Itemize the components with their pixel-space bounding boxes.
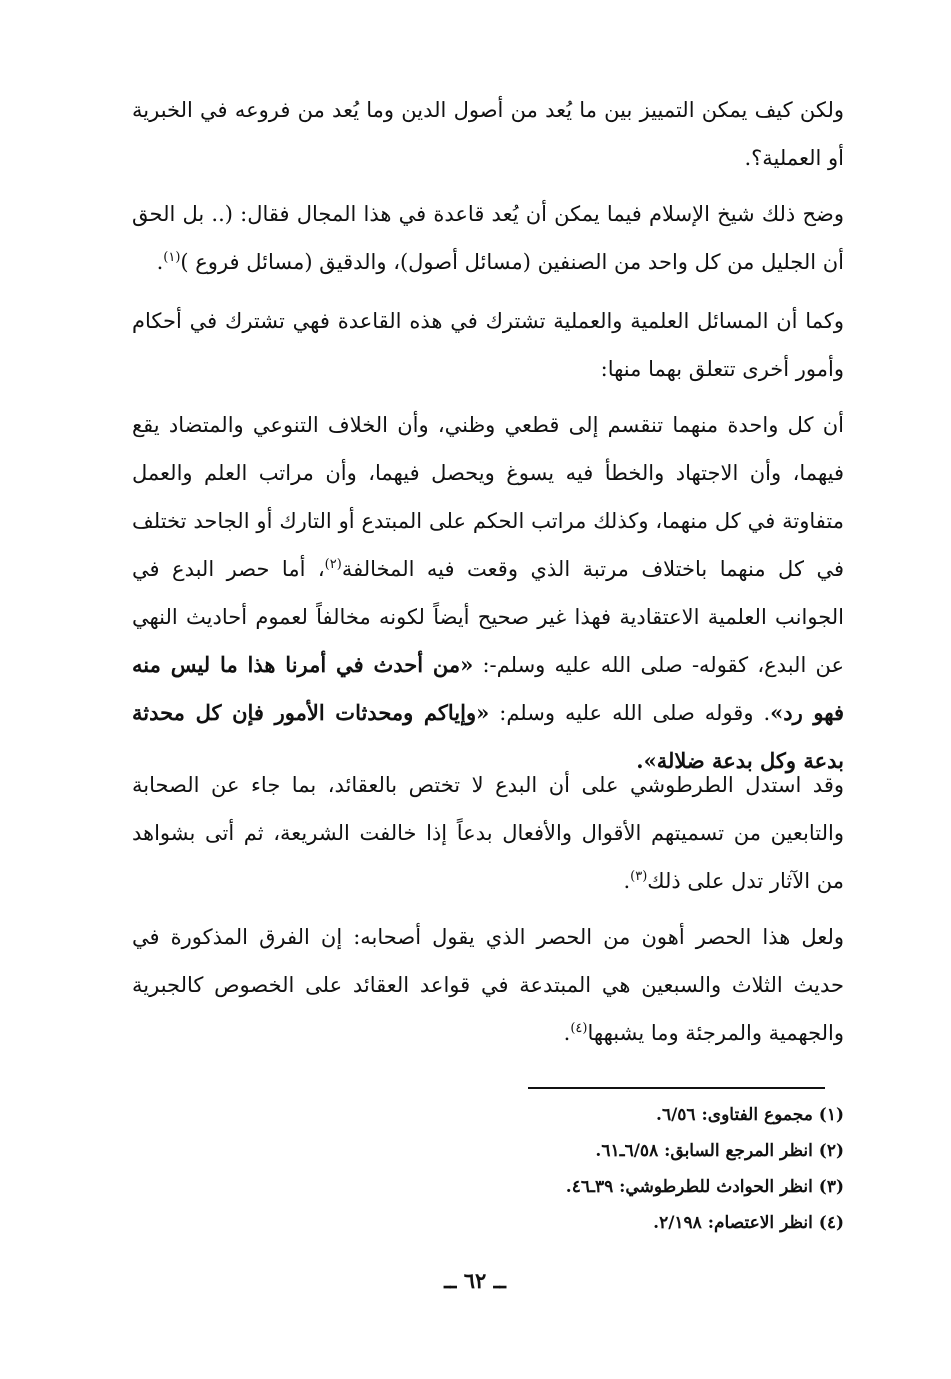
paragraph-divisions-text-c: . وقوله صلى الله عليه وسلم: (489, 701, 771, 725)
hadith-quote-2: «وإياكم ومحدثات الأمور فإن كل محدثة بدعة وكل بدعة ضلالة» (132, 700, 844, 773)
paragraph-rule-text: وضح ذلك شيخ الإسلام فيما يمكن أن يُعد قاعدة في هذا المجال فقال: (.. بل الحق أن الجليل من كل واحد من الصنفين (مسائل أصول)، والدقيق (مسائل فروع ) (132, 202, 844, 274)
paragraph-turtushi (132, 761, 844, 905)
footnote-ref-2[interactable]: (٢) (324, 557, 342, 572)
paragraph-shared-text: وكما أن المسائل العلمية والعملية تشترك في هذه القاعدة فهي تشترك في أحكام وأمور أخرى تتعلق بهما منها: (132, 309, 844, 381)
paragraph-ibn-taymiyyah-rule (132, 190, 844, 286)
hadith-quote-1: «من أحدث في أمرنا هذا ما ليس منه فهو رد» (132, 652, 844, 725)
footnote-divider (528, 1087, 825, 1089)
footnote-ref-4[interactable]: (٤) (570, 1021, 588, 1036)
footnote-3: (٣) انظر الحوادث للطرطوشي: ٣٩ـ٤٦. (565, 1177, 844, 1197)
footnote-ref-1[interactable]: (١) (163, 250, 181, 265)
footnote-1: (١) مجموع الفتاوى: ٦/٥٦. (656, 1105, 844, 1125)
footnote-ref-3[interactable]: (٣) (630, 869, 648, 884)
page-number: ــ ٦٢ ــ (444, 1268, 506, 1293)
footnote-4: (٤) انظر الاعتصام: ٢/١٩٨. (653, 1213, 844, 1233)
paragraph-divisions-text-a: أن كل واحدة منهما تنقسم إلى قطعي وظني، وأن الخلاف التنوعي والمتضاد يقع فيهما، وأن الاجتهاد والخطأ فيه يسوغ ويحصل فيهما، وأن مراتب العلم والعمل متفاوتة في كل منهما، وكذلك مراتب الحكم على المبتدع أو التارك أو الجاحد تختلف في كل منهما باختلاف مرتبة الذي وقعت فيه المخالفة (132, 413, 844, 581)
paragraph-turtushi-end: . (623, 869, 631, 893)
paragraph-sects-text: ولعل هذا الحصر أهون من الحصر الذي يقول أصحابه: إن الفرق المذكورة في حديث الثلاث والسبعين هي المبتدعة في قواعد العقائد على الخصوص كالجبرية والجهمية والمرجئة وما يشبهها (132, 925, 844, 1045)
paragraph-rule-end: . (156, 250, 164, 274)
paragraph-question-text: ولكن كيف يمكن التمييز بين ما يُعد من أصول الدين وما يُعد من فروعه في الخبرية أو العملية؟. (132, 98, 844, 170)
paragraph-divisions (132, 401, 844, 785)
footnote-2: (٢) انظر المرجع السابق: ٦/٥٨ـ٦١. (595, 1141, 844, 1161)
footnotes-section (300, 1097, 844, 1241)
paragraph-shared-rulings (132, 297, 844, 393)
paragraph-divisions-end: . (636, 748, 644, 773)
paragraph-turtushi-text: وقد استدل الطرطوشي على أن البدع لا تختص بالعقائد، بما جاء عن الصحابة والتابعين من تسميتهم الأقوال والأفعال بدعاً إذا خالفت الشريعة، ثم أتى بشواهد من الآثار تدل على ذلك (132, 773, 844, 893)
paragraph-question (132, 86, 844, 182)
paragraph-divisions-text-b: ، أما حصر البدع في الجوانب العلمية الاعتقادية فهذا غير صحيح أيضاً لكونه مخالفاً لعموم أحاديث النهي عن البدع، كقوله- صلى الله عليه وسلم-: (132, 557, 845, 677)
paragraph-sects-end: . (563, 1021, 571, 1045)
paragraph-sects (132, 913, 844, 1057)
